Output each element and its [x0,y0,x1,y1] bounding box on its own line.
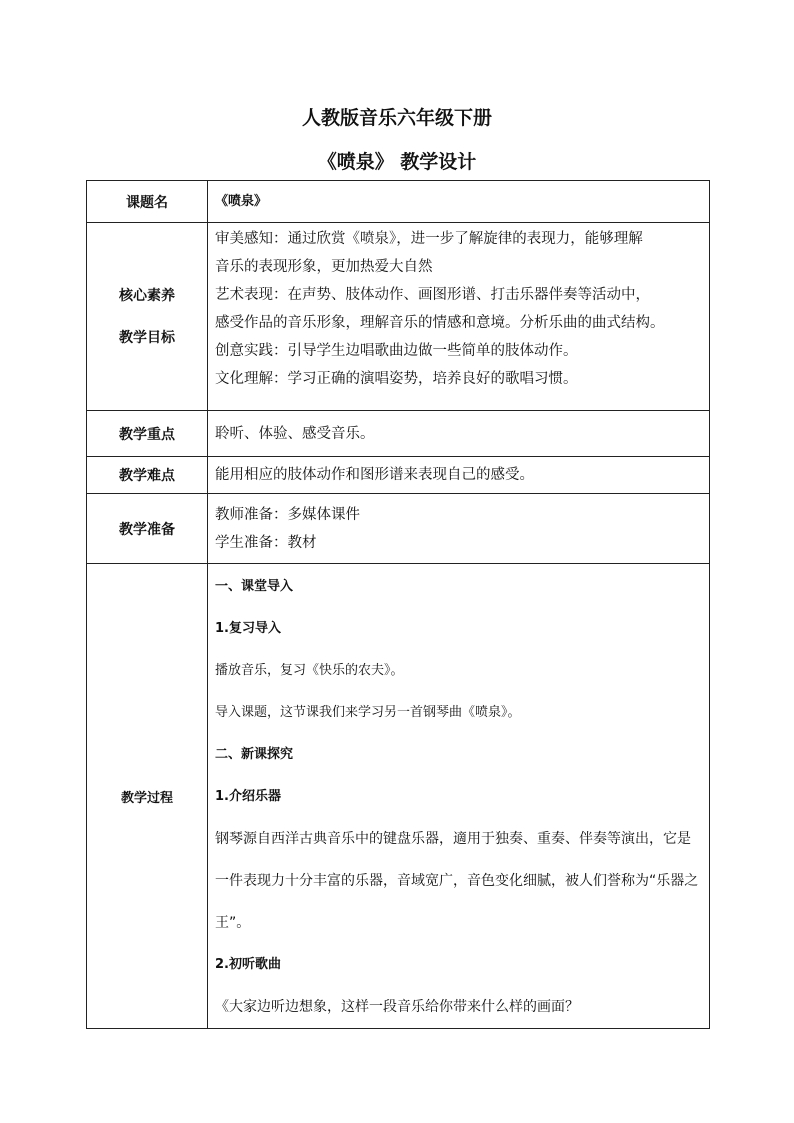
goal-line: 文化理解：学习正确的演唱姿势，培养良好的歌唱习惯。 [215,371,578,387]
goal-line: 艺术表现：在声势、肢体动作、画图形谱、打击乐器伴奏等活动中， [215,287,650,303]
row-process [87,564,710,1029]
label-focus: 教学重点 [87,411,208,457]
row-focus [87,411,710,457]
process-paragraph: 钢琴源自西洋古典音乐中的键盘乐器，適用于独奏、重奏、伴奏等演出，它是一件表现力十分丰富的乐器，音域宽广，音色变化细腻，被人们誉称为“乐器之王”。 [215,831,699,931]
row-difficulty [87,457,710,494]
value-goals [208,223,710,411]
lesson-plan-table [86,180,710,1029]
row-goals [87,223,710,411]
process-paragraph: 《大家边听边想象，这样一段音乐给你带来什么样的画面？ [215,999,579,1015]
value-process [208,564,710,1029]
value-preparation [208,494,710,564]
step-heading: 1.介绍乐器 [215,789,281,804]
step-heading: 1.复习导入 [215,621,281,636]
label-preparation: 教学准备 [87,494,208,564]
goal-line: 音乐的表现形象，更加热爱大自然 [215,259,433,275]
goal-line: 审美感知：通过欣赏《喷泉》，进一步了解旋律的表现力，能够理解 [215,231,643,247]
row-preparation [87,494,710,564]
label-goals [87,223,208,411]
document-title: 人教版音乐六年级下册 [301,107,492,129]
process-paragraph: 导入课题，这节课我们来学习另一首钢琴曲《喷泉》。 [215,705,521,720]
value-topic: 《喷泉》 [208,181,710,223]
prep-student: 学生准备：教材 [215,534,317,551]
goal-line: 创意实践：引导学生边唱歌曲边做一些简单的肢体动作。 [215,343,578,359]
label-goals-line2: 教学目标 [119,329,175,346]
step-heading: 2.初听歌曲 [215,957,281,972]
label-difficulty: 教学难点 [87,457,208,494]
row-topic [87,181,710,223]
section-heading: 一、课堂导入 [215,579,294,594]
label-topic: 课题名 [87,181,208,223]
process-paragraph: 播放音乐，复习《快乐的农夫》。 [215,663,404,678]
prep-teacher: 教师准备：多媒体课件 [215,506,360,523]
goal-line: 感受作品的音乐形象，理解音乐的情感和意境。分析乐曲的曲式结构。 [215,315,665,331]
value-focus: 聆听、体验、感受音乐。 [208,411,710,457]
document-subtitle: 《喷泉》 教学设计 [317,151,477,173]
label-goals-line1: 核心素养 [119,287,175,304]
section-heading: 二、新课探究 [215,747,294,762]
value-difficulty: 能用相应的肢体动作和图形谱来表现自己的感受。 [208,457,710,494]
label-process: 教学过程 [87,564,208,1029]
